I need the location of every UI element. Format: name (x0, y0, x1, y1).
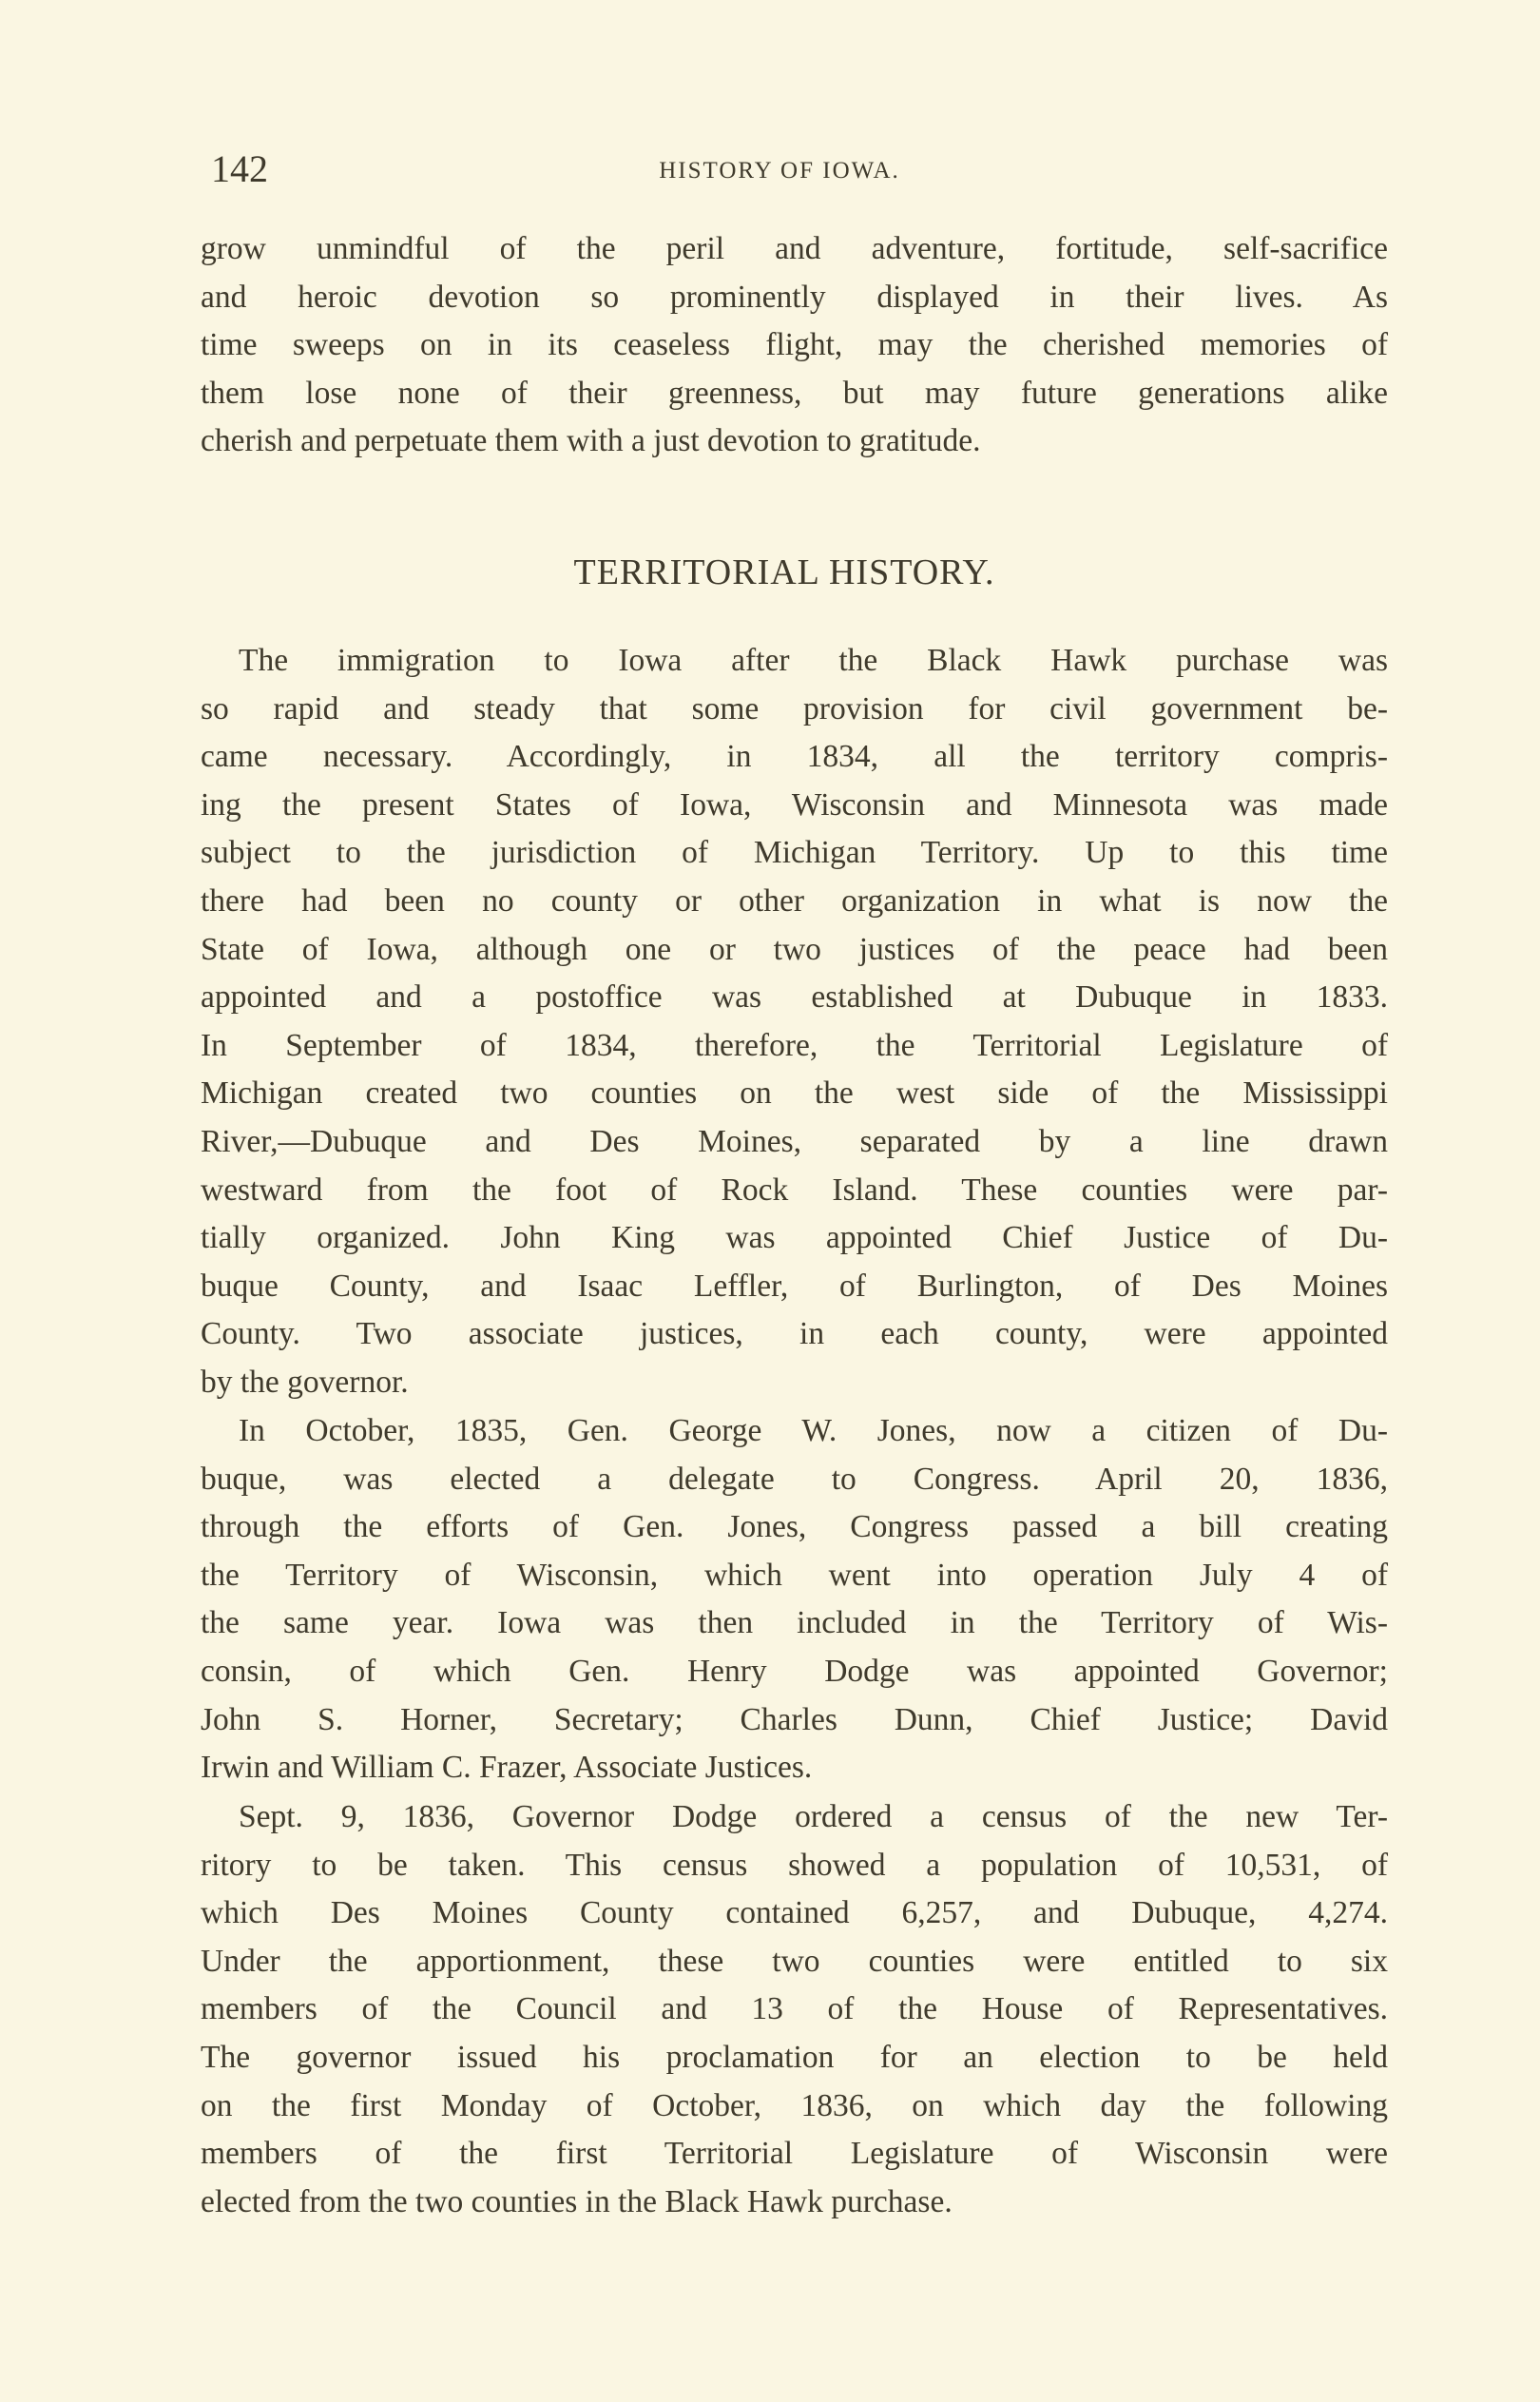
text-line: River,—Dubuque and Des Moines, separated by a line drawn (201, 1123, 1388, 1159)
text-line: The governor issued his proclamation for an election to be held (201, 2039, 1388, 2075)
text-line: The immigration to Iowa after the Black Hawk purchase was (239, 643, 1388, 678)
text-line: them lose none of their greenness, but may future generations alike (201, 375, 1388, 411)
text-line: came necessary. Accordingly, in 1834, all the territory compris- (201, 739, 1388, 775)
section-title: TERRITORIAL HISTORY. (573, 552, 995, 592)
text-line: the Territory of Wisconsin, which went into operation July 4 of (201, 1557, 1388, 1593)
text-line: which Des Moines County contained 6,257, and Dubuque, 4,274. (201, 1895, 1388, 1931)
text-line: on the first Monday of October, 1836, on which day the following (201, 2087, 1388, 2123)
text-line: ing the present States of Iowa, Wisconsin and Minnesota was made (201, 786, 1388, 823)
page-number: 142 (211, 147, 268, 190)
text-line: appointed and a postoffice was established at Dubuque in 1833. (201, 979, 1388, 1016)
text-line: so rapid and steady that some provision for civil government be- (201, 690, 1388, 726)
text-line: State of Iowa, although one or two justices of the peace had been (201, 931, 1388, 967)
text-line: buque County, and Isaac Leffler, of Burlington, of Des Moines (201, 1268, 1388, 1304)
text-line: In September of 1834, therefore, the Territorial Legislature of (201, 1027, 1388, 1063)
paragraph-census-1836 (201, 1793, 1388, 2226)
text-line: Under the apportionment, these two counties were entitled to six (201, 1943, 1388, 1979)
text-line: consin, of which Gen. Henry Dodge was appointed Governor; (201, 1653, 1388, 1689)
text-line: there had been no county or other organization in what is now the (201, 882, 1388, 919)
paragraph-october-1835 (201, 1407, 1388, 1792)
text-line: time sweeps on in its ceaseless flight, may the cherished memories of (201, 327, 1388, 363)
text-line: Sept. 9, 1836, Governor Dodge ordered a census of the new Ter- (239, 1799, 1388, 1834)
text-line: John S. Horner, Secretary; Charles Dunn, Chief Justice; David (201, 1701, 1388, 1737)
text-line: by the governor. (201, 1364, 409, 1400)
text-line: tially organized. John King was appointed Chief Justice of Du- (201, 1220, 1388, 1256)
text-line: grow unmindful of the peril and adventure, fortitude, self-sacrifice (201, 231, 1388, 266)
text-line: through the efforts of Gen. Jones, Congress passed a bill creating (201, 1509, 1388, 1545)
text-line: westward from the foot of Rock Island. These counties were par- (201, 1172, 1388, 1208)
text-line: County. Two associate justices, in each county, were appointed (201, 1316, 1388, 1352)
text-line: In October, 1835, Gen. George W. Jones, now a citizen of Du- (239, 1413, 1388, 1448)
text-line: members of the first Territorial Legislature of Wisconsin were (201, 2136, 1388, 2172)
text-line: Michigan created two counties on the west side of the Mississippi (201, 1075, 1388, 1112)
paragraph-immigration (201, 637, 1388, 1407)
text-line: the same year. Iowa was then included in the Territory of Wis- (201, 1605, 1388, 1641)
text-line: elected from the two counties in the Black Hawk purchase. (201, 2183, 953, 2219)
text-line: Irwin and William C. Frazer, Associate Justices. (201, 1750, 813, 1786)
text-line: subject to the jurisdiction of Michigan Territory. Up to this time (201, 835, 1388, 871)
text-line: cherish and perpetuate them with a just devotion to gratitude. (201, 423, 981, 459)
text-line: members of the Council and 13 of the House of Representatives. (201, 1991, 1388, 2027)
paragraph-closing (201, 225, 1388, 466)
text-line: and heroic devotion so prominently displayed in their lives. As (201, 279, 1388, 315)
text-line: buque, was elected a delegate to Congress. April 20, 1836, (201, 1461, 1388, 1497)
text-line: ritory to be taken. This census showed a population of 10,531, of (201, 1847, 1388, 1883)
running-title: HISTORY OF IOWA. (659, 158, 900, 184)
